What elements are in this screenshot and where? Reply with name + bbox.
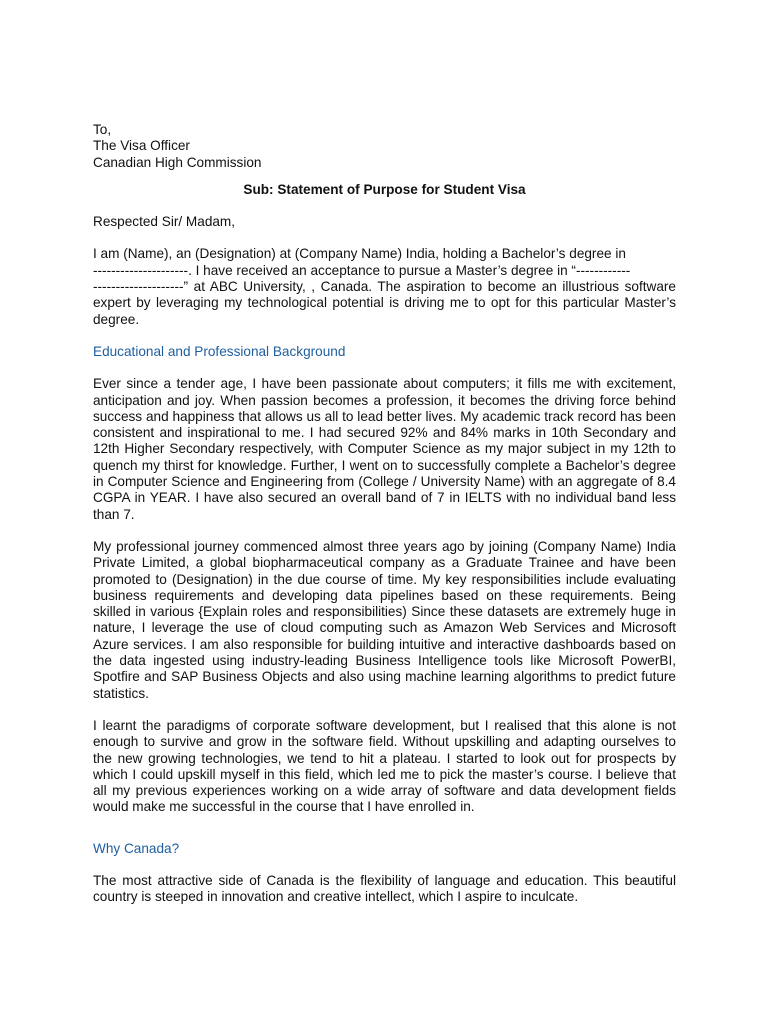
education-heading: Educational and Professional Background: [93, 343, 346, 359]
address-to: To,: [93, 122, 112, 137]
address-officer: The Visa Officer: [93, 138, 190, 154]
canada-heading: Why Canada?: [93, 840, 180, 856]
recipient-address: [93, 122, 676, 171]
intro-paragraph: I am (Name), an (Designation) at (Company Name) India, holding a Bachelor’s degree in ---------------------. I have received an acceptance to pursue a Master’s degree in “------------ --------------------” at ABC University, , Canada. The aspiration to become an illustrious software expert by leveraging my technological potential is driving me to opt for this particular Master’s degree.: [93, 246, 676, 327]
subject-line: Sub: Statement of Purpose for Student Visa: [243, 181, 526, 197]
education-paragraph-2: My professional journey commenced almost three years ago by joining (Company Name) India Private Limited, a global biopharmaceutical company as a Graduate Trainee and have been promoted to (Designation) in the due course of time. My key responsibilities include evaluating business requirements and developing data pipelines based on these requirements. Being skilled in various {Explain roles and responsibilities) Since these datasets are extremely huge in nature, I leverage the use of cloud computing such as Amazon Web Services and Microsoft Azure services. I am also responsible for building intuitive and interactive dashboards based on the data ingested using industry-leading Business Intelligence tools like Microsoft PowerBI, Spotfire and SAP Business Objects and also using machine learning algorithms to predict future statistics.: [93, 538, 676, 701]
education-paragraph-1: Ever since a tender age, I have been passionate about computers; it fills me with excitement, anticipation and joy. When passion becomes a profession, it becomes the driving force behind success and happiness that allows us all to lead better lives. My academic track record has been consistent and inspirational to me. I had secured 92% and 84% marks in 10th Secondary and 12th Higher Secondary respectively, with Computer Science as my major subject in my 12th to quench my thirst for knowledge. Further, I went on to successfully complete a Bachelor’s degree in Computer Science and Engineering from (College / University Name) with an aggregate of 8.4 CGPA in YEAR. I have also secured an overall band of 7 in IELTS with no individual band less than 7.: [93, 376, 676, 522]
address-commission: Canadian High Commission: [93, 154, 262, 170]
education-paragraph-3: I learnt the paradigms of corporate software development, but I realised that this alone is not enough to survive and grow in the software field. Without upskilling and adapting ourselves to the new growing technologies, we tend to hit a plateau. I started to look out for prospects by which I could upskill myself in this field, which led me to pick the master’s course. I believe that all my previous experiences working on a wide array of software and data development fields would make me successful in the course that I have enrolled in.: [93, 717, 676, 815]
canada-paragraph-1: The most attractive side of Canada is the flexibility of language and education. This beautiful country is steeped in innovation and creative intellect, which I aspire to inculcate.: [93, 872, 676, 905]
salutation: Respected Sir/ Madam,: [93, 214, 236, 230]
document-page: [93, 122, 676, 906]
